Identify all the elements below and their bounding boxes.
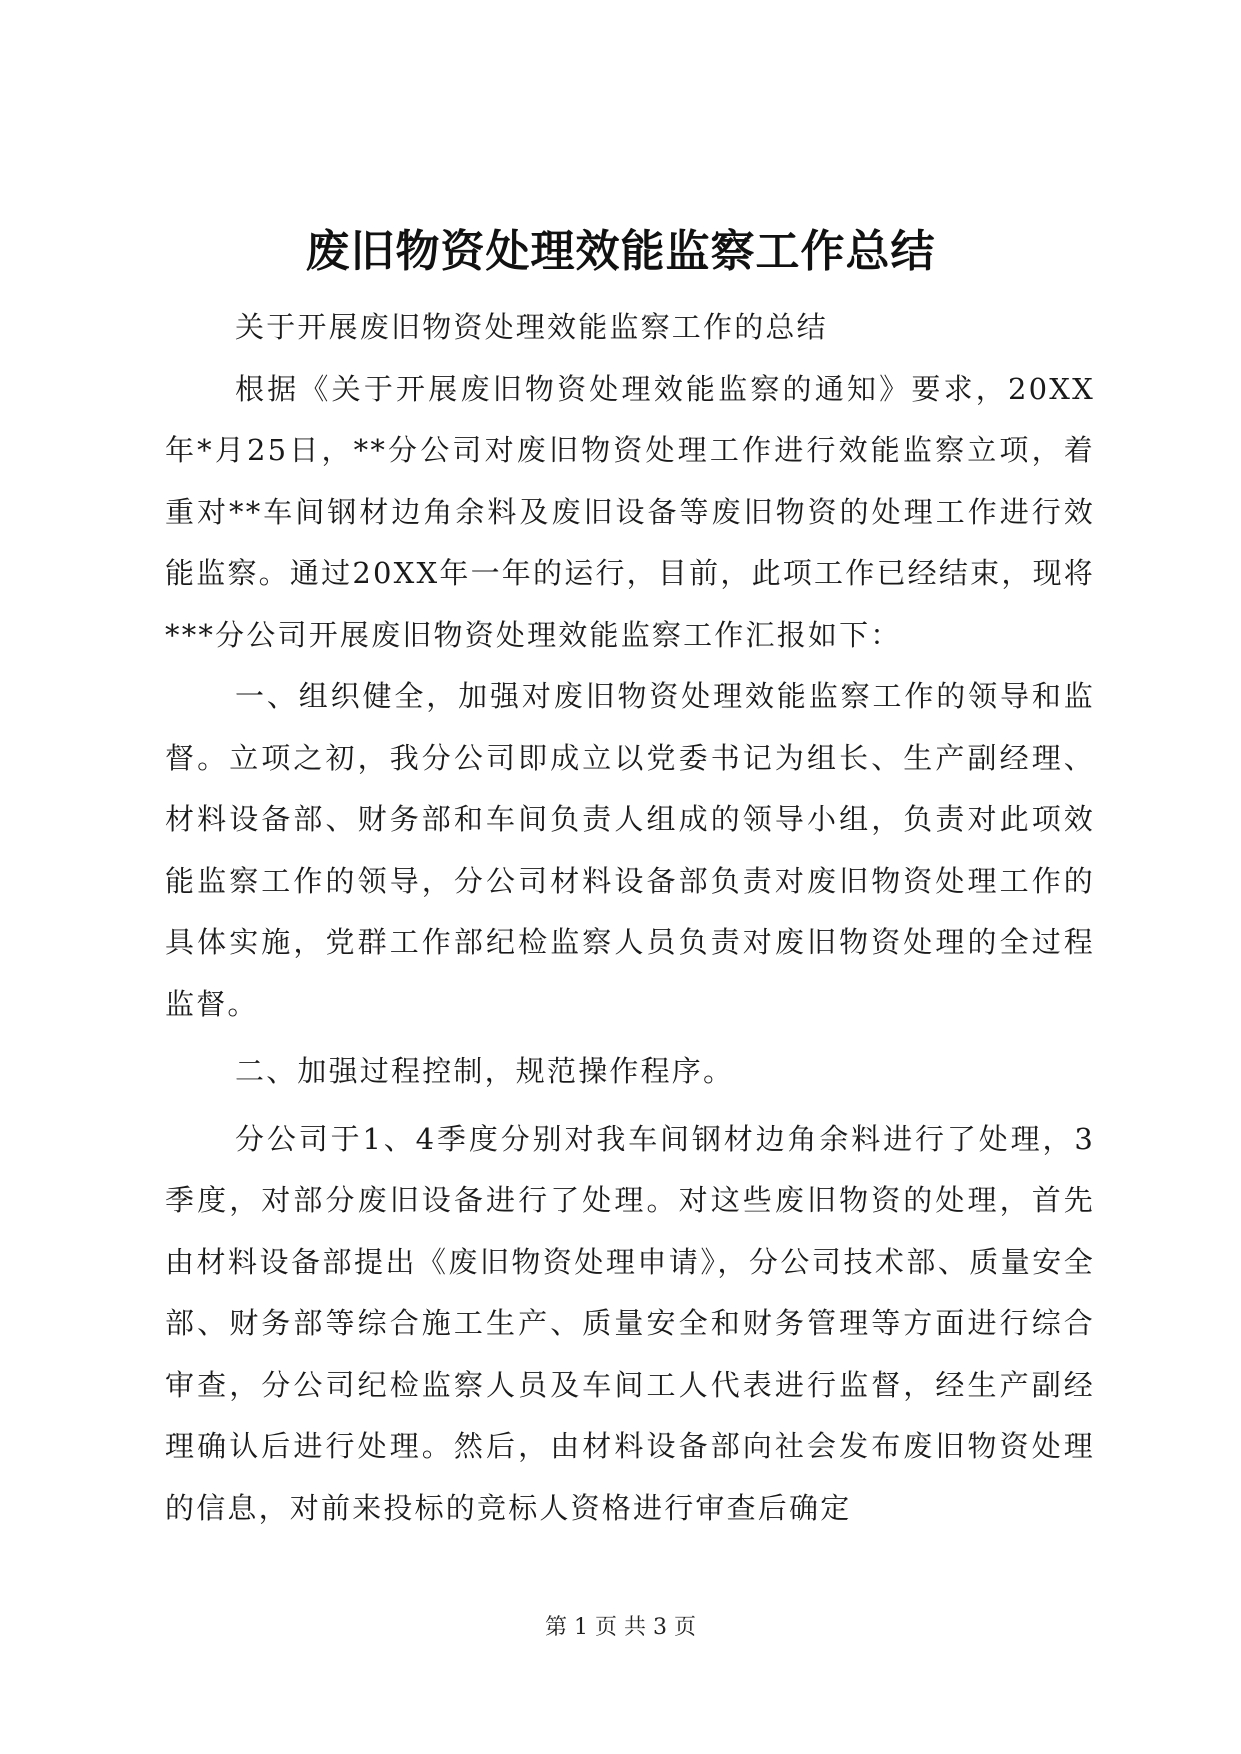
paragraph-section-2-heading: 二、加强过程控制，规范操作程序。 — [235, 1054, 735, 1088]
paragraph-section-2-body: 分公司于1、4季度分别对我车间钢材边角余料进行了处理，3季度，对部分废旧设备进行了处理。对这些废旧物资的处理，首先由材料设备部提出《废旧物资处理申请》，分公司技术部、质量安全部、财务部等综合施工生产、质量安全和财务管理等方面进行综合审查，分公司纪检监察人员及车间工人代表进行监督，经生产副经理确认后进行处理。然后，由材料设备部向社会发布废旧物资处理的信息，对前来投标的竞标人资格进行审查后确定 — [165, 1121, 1095, 1525]
page-number-footer: 第 1 页 共 3 页 — [545, 1615, 696, 1640]
paragraph-intro: 根据《关于开展废旧物资处理效能监察的通知》要求，20XX年*月25日，**分公司对废旧物资处理工作进行效能监察立项，着重对**车间钢材边角余料及废旧设备等废旧物资的处理工作进行效能监察。通过20XX年一年的运行，目前，此项工作已经结束，现将***分公司开展废旧物资处理效能监察工作汇报如下： — [165, 371, 1095, 652]
paragraph-subtitle: 关于开展废旧物资处理效能监察工作的总结 — [235, 310, 828, 344]
paragraph-section-1: 一、组织健全，加强对废旧物资处理效能监察工作的领导和监督。立项之初，我分公司即成立以党委书记为组长、生产副经理、材料设备部、财务部和车间负责人组成的领导小组，负责对此项效能监察工作的领导，分公司材料设备部负责对废旧物资处理工作的具体实施，党群工作部纪检监察人员负责对废旧物资处理的全过程监督。 — [165, 679, 1095, 1021]
document-title: 废旧物资处理效能监察工作总结 — [305, 226, 936, 277]
document-body — [165, 297, 1095, 1539]
